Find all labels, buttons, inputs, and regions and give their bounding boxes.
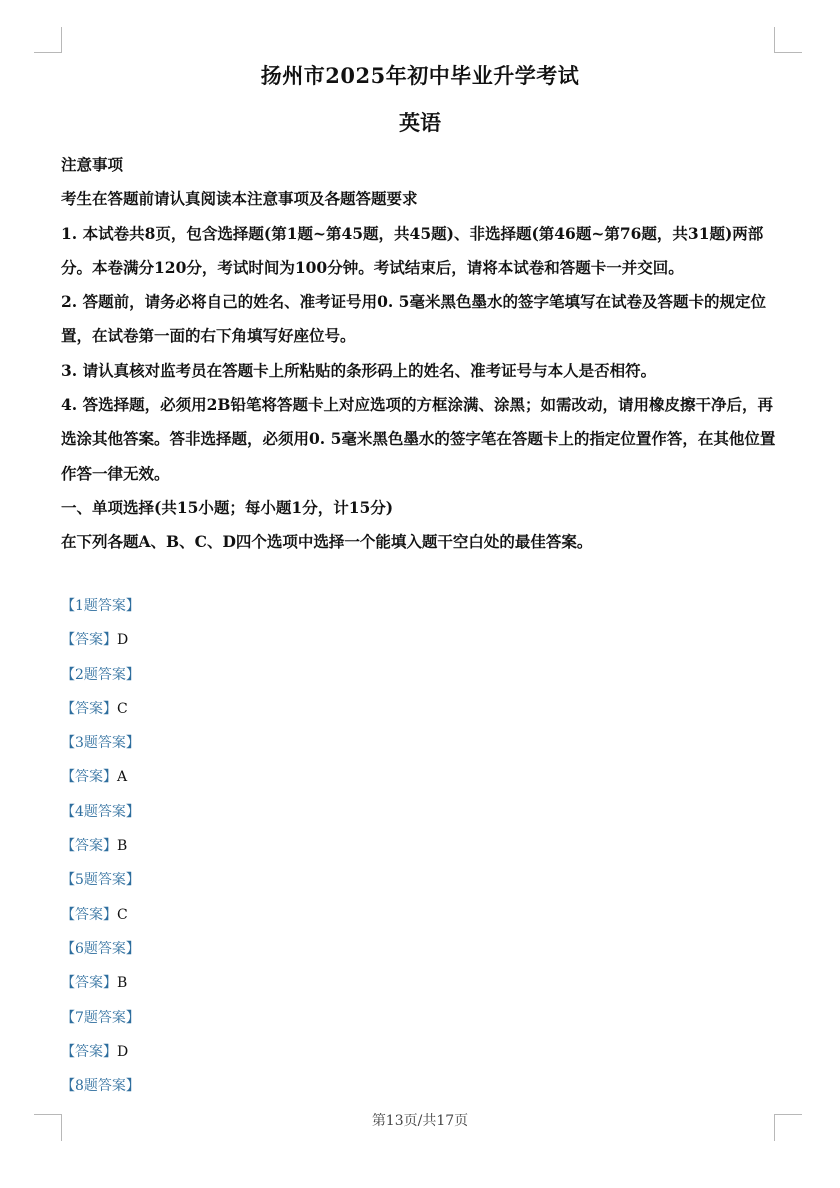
question-answer-header: 【3题答案】 xyxy=(61,735,140,752)
section-instruction: 在下列各题A、B、C、D四个选项中选择一个能填入题干空白处的最佳答案。 xyxy=(61,532,593,552)
answer-list xyxy=(61,589,781,1103)
question-answer-header: 【2题答案】 xyxy=(61,666,140,683)
answer-header-row xyxy=(61,589,781,623)
answer-value: D xyxy=(117,1043,129,1060)
answer-label: 【答案】 xyxy=(61,769,117,786)
subject-title: 英语 xyxy=(399,110,441,135)
notice-item: 4. 答选择题，必须用2B铅笔将答题卡上对应选项的方框涂满、涂黑；如需改动，请用橡皮擦干净后，再选涂其他答案。答非选择题，必须用0. 5毫米黑色墨水的签字笔在答题卡上的指定位置作答，在其他位置作答一律无效。 xyxy=(61,395,776,483)
answer-row xyxy=(61,623,781,657)
notice-heading: 注意事项 xyxy=(61,155,124,174)
crop-mark-top-right xyxy=(774,27,802,53)
answer-value: A xyxy=(117,769,128,786)
answer-header-row xyxy=(61,932,781,966)
question-answer-header: 【1题答案】 xyxy=(61,598,140,614)
crop-mark-top-left xyxy=(34,27,62,53)
answer-label: 【答案】 xyxy=(61,838,117,855)
question-answer-header: 【4题答案】 xyxy=(61,803,140,820)
notice-section xyxy=(61,148,781,560)
answer-value: B xyxy=(117,838,128,855)
answer-label: 【答案】 xyxy=(61,700,117,717)
answer-value: C xyxy=(117,700,128,717)
answer-row xyxy=(61,829,781,863)
answer-row xyxy=(61,1035,781,1069)
answer-header-row xyxy=(61,863,781,897)
answer-header-row xyxy=(61,795,781,829)
page-number-footer: 第13页/共17页 xyxy=(371,1113,469,1129)
answer-label: 【答案】 xyxy=(61,632,117,649)
notice-item: 3. 请认真核对监考员在答题卡上所粘贴的条形码上的姓名、准考证号与本人是否相符。 xyxy=(61,360,657,380)
answer-header-row xyxy=(61,658,781,692)
answer-row xyxy=(61,966,781,1000)
question-answer-header: 【8题答案】 xyxy=(61,1078,140,1095)
answer-label: 【答案】 xyxy=(61,1043,117,1060)
question-answer-header: 【6题答案】 xyxy=(61,940,140,957)
document-title: 扬州市2025年初中毕业升学考试 xyxy=(260,63,580,88)
answer-row xyxy=(61,898,781,932)
answer-label: 【答案】 xyxy=(61,906,117,923)
question-answer-header: 【5题答案】 xyxy=(61,872,140,889)
answer-header-row xyxy=(61,1069,781,1103)
section-heading: 一、单项选择(共15小题；每小题1分，计15分) xyxy=(61,497,394,517)
notice-item: 2. 答题前，请务必将自己的姓名、准考证号用0. 5毫米黑色墨水的签字笔填写在试卷及答题卡的规定位置，在试卷第一面的右下角填写好座位号。 xyxy=(61,292,766,346)
answer-row xyxy=(61,760,781,794)
answer-label: 【答案】 xyxy=(61,975,117,992)
answer-header-row xyxy=(61,726,781,760)
answer-row xyxy=(61,692,781,726)
answer-header-row xyxy=(61,1001,781,1035)
notice-item: 1. 本试卷共8页，包含选择题(第1题~第45题，共45题)、非选择题(第46题~第76题，共31题)两部分。本卷满分120分，考试时间为100分钟。考试结束后，请将本试卷和答题卡一并交回。 xyxy=(61,223,764,277)
answer-value: D xyxy=(117,632,129,649)
answer-value: C xyxy=(117,906,128,923)
answer-value: B xyxy=(117,975,128,992)
notice-intro: 考生在答题前请认真阅读本注意事项及各题答题要求 xyxy=(61,189,418,209)
question-answer-header: 【7题答案】 xyxy=(61,1009,140,1026)
